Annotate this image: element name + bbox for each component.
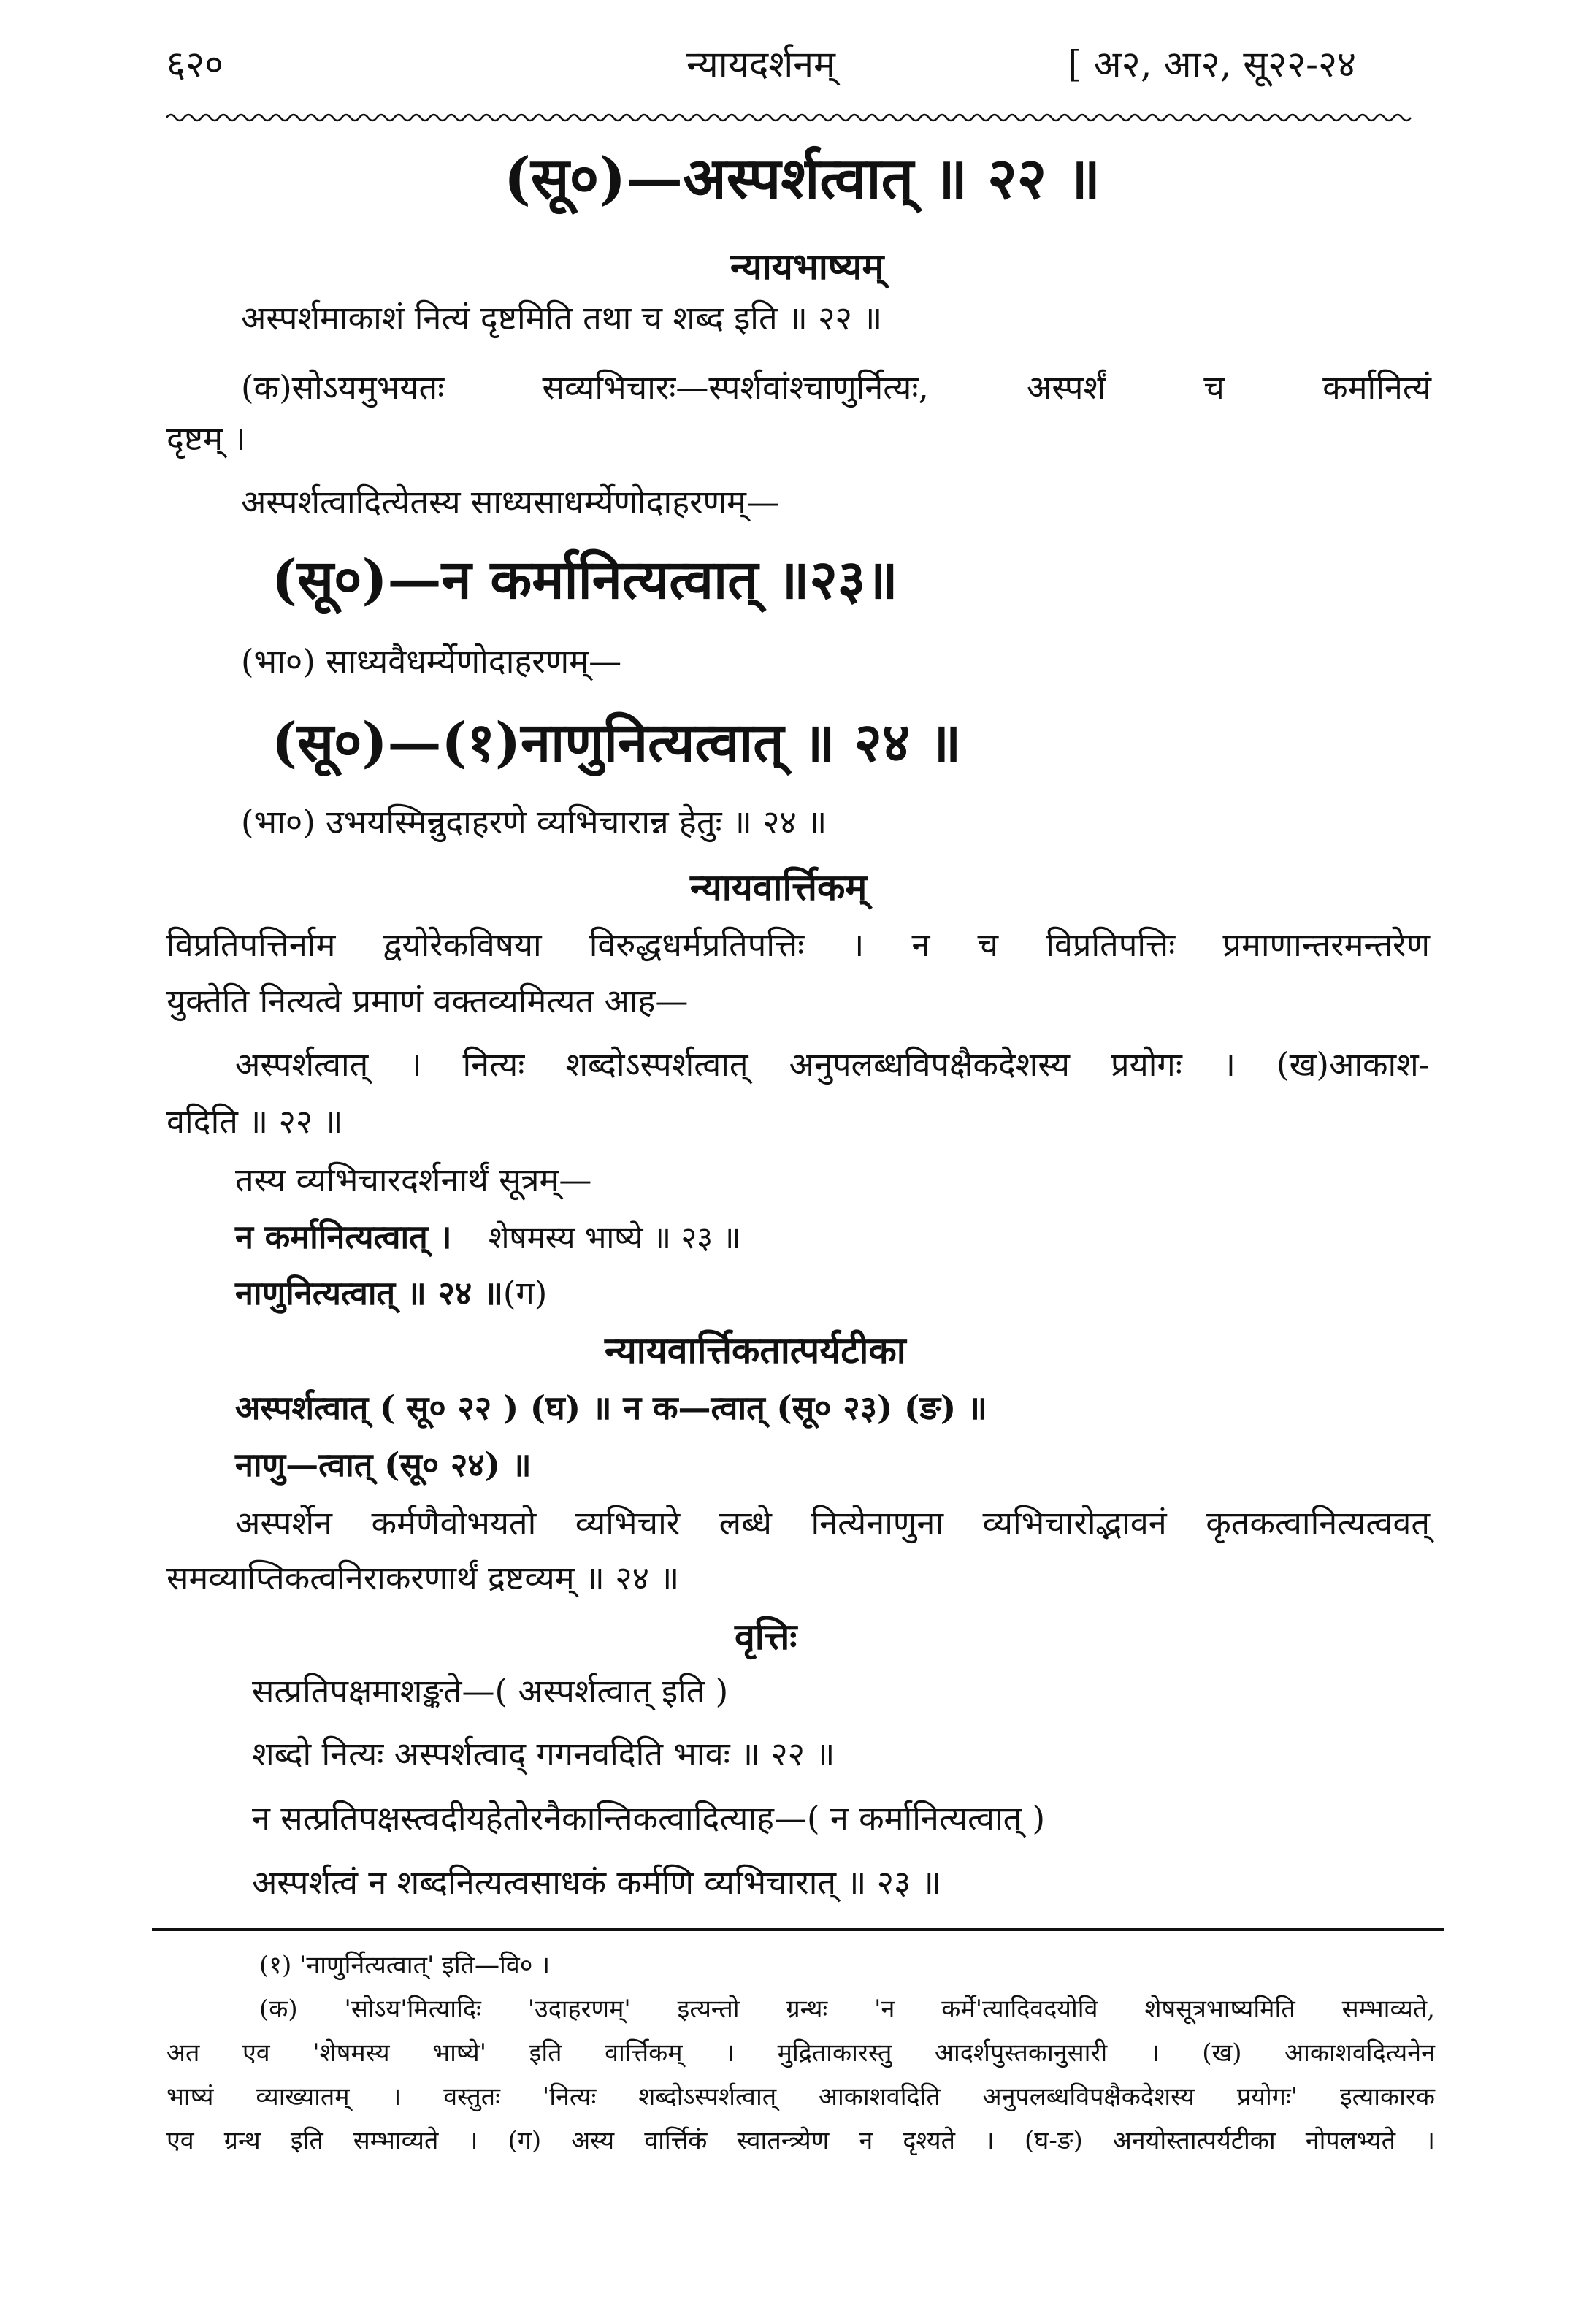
vartika-para4 — [235, 1218, 741, 1256]
sutra-23-heading: (सू०)—न कर्मानित्यत्वात् ॥२३॥ — [272, 548, 898, 611]
vritti-line1: सत्प्रतिपक्षमाशङ्कते—( अस्पर्शत्वात् इति ) — [252, 1672, 729, 1710]
section-reference: [ अ२, आ२, सू२२-२४ — [1068, 43, 1356, 85]
vartika-para1-line2: युक्तेति नित्यत्वे प्रमाणं वक्तव्यमित्यत आह— — [166, 982, 689, 1020]
tatparyatika-heading: न्यायवार्त्तिकतात्पर्यटीका — [605, 1329, 906, 1372]
bhashya-24-line: (भा०) उभयस्मिन्नुदाहरणे व्यभिचारान्न हेतुः ॥ २४ ॥ — [241, 803, 827, 841]
vritti-heading: वृत्तिः — [735, 1615, 797, 1658]
vartika-para3: तस्य व्यभिचारदर्शनार्थं सूत्रम्— — [235, 1161, 592, 1199]
bhashya-ka-line-1: (क)सोऽयमुभयतः सव्यभिचारः—स्पर्शवांश्चाणुर्नित्यः, अस्पर्शं च कर्मानित्यं — [241, 368, 1431, 407]
vritti-line3: न सत्प्रतिपक्षस्त्वदीयहेतोरनैकान्तिकत्वादित्याह—( न कर्मानित्यत्वात् ) — [252, 1799, 1046, 1838]
vartika-para2-line2: वदिति ॥ २२ ॥ — [166, 1102, 343, 1141]
vartika-para5-rest: (ग) — [502, 1274, 548, 1312]
header-wavy-rule — [166, 111, 1444, 124]
tika-line2: नाणु—त्वात् (सू० २४) ॥ — [235, 1445, 532, 1484]
bhashya-line: अस्पर्शमाकाशं नित्यं दृष्टमिति तथा च शब्द इति ॥ २२ ॥ — [241, 299, 883, 337]
vartika-para4-rest: शेषमस्य भाष्ये ॥ २३ ॥ — [488, 1220, 741, 1255]
vartika-para1-line1: विप्रतिपत्तिर्नाम द्वयोरेकविषया विरुद्धधर्मप्रतिपत्तिः । न च विप्रतिपत्तिः प्रमाणान्तरमन्तरेण — [166, 925, 1430, 964]
sutra-22-heading: (सू०)—अस्पर्शत्वात् ॥ २२ ॥ — [504, 145, 1101, 212]
nyayabhashyam-heading: न्यायभाष्यम् — [730, 245, 884, 288]
bhashya-line-3: अस्पर्शत्वादित्येतस्य साध्यसाधर्म्येणोदाहरणम्— — [241, 483, 779, 521]
footnote-ka-line1: (क) 'सोऽय'मित्यादिः 'उदाहरणम्' इत्यन्तो ग्रन्थः 'न कर्मे'त्यादिवदयोवि शेषसूत्रभाष्यमिति सम्भाव्यते, — [259, 1995, 1435, 2024]
footnote-ka-line3: भाष्यं व्याख्यातम् । वस्तुतः 'नित्यः शब्दोऽस्पर्शत्वात् आकाशवदिति अनुपलब्धविपक्षैकदेशस्य प्रयोगः' इत्याकारक — [166, 2082, 1435, 2111]
vartika-sutra-24: नाणुनित्यत्वात् ॥ २४ ॥ — [235, 1274, 503, 1312]
footnote-1: (१) 'नाणुर्नित्यत्वात्' इति—वि० । — [259, 1951, 551, 1980]
footnote-ka-line4: एव ग्रन्थ इति सम्भाव्यते । (ग) अस्य वार्त्तिकं स्वातन्त्र्येण न दृश्यते । (घ-ङ) अनयोस्तात्पर्यटीका नोपलभ्यते । — [166, 2126, 1435, 2155]
nyayavartikam-heading: न्यायवार्त्तिकम् — [690, 865, 868, 909]
page-number: ६२० — [166, 43, 223, 85]
vartika-sutra-23: न कर्मानित्यत्वात् । — [235, 1218, 452, 1256]
vartika-para5 — [235, 1274, 547, 1312]
tika-para-line2: समव्याप्तिकत्वनिराकरणार्थं द्रष्टव्यम् ॥ २४ ॥ — [166, 1559, 680, 1597]
sutra-24-heading: (सू०)—(१)नाणुनित्यत्वात् ॥ २४ ॥ — [272, 711, 962, 774]
footnote-ka-line2: अत एव 'शेषमस्य भाष्ये' इति वार्त्तिकम् । मुद्रिताकारस्तु आदर्शपुस्तकानुसारी । (ख) आकाशवदित्यनेन — [166, 2038, 1435, 2068]
book-title: न्यायदर्शनम् — [686, 43, 835, 85]
footnote-separator — [152, 1928, 1444, 1931]
vritti-line2: शब्दो नित्यः अस्पर्शत्वाद् गगनवदिति भावः ॥ २२ ॥ — [252, 1735, 835, 1773]
vartika-para2-line1: अस्पर्शत्वात् । नित्यः शब्दोऽस्पर्शत्वात् अनुपलब्धविपक्षैकदेशस्य प्रयोगः । (ख)आकाश- — [235, 1045, 1430, 1084]
tika-para-line1: अस्पर्शेन कर्मणैवोभयतो व्यभिचारे लब्धे नित्येनाणुना व्यभिचारोद्भावनं कृतकत्वानित्यत्ववत् — [235, 1504, 1430, 1543]
tika-line1: अस्पर्शत्वात् ( सू० २२ ) (घ) ॥ न क—त्वात् (सू० २३) (ङ) ॥ — [235, 1388, 987, 1427]
vritti-line4: अस्पर्शत्वं न शब्दनित्यत्वसाधकं कर्मणि व्यभिचारात् ॥ २३ ॥ — [252, 1863, 941, 1902]
bhashya-23-line: (भा०) साध्यवैधर्म्येणोदाहरणम्— — [241, 642, 622, 681]
bhashya-ka-line-2: दृष्टम् । — [166, 419, 246, 458]
